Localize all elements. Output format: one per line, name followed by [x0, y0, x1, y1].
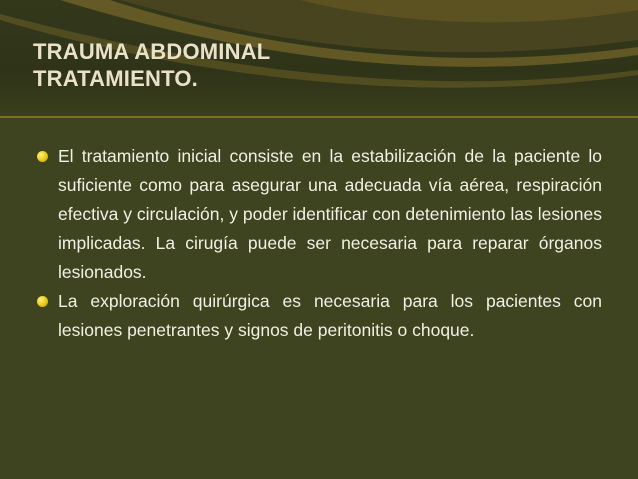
bullet-icon	[37, 151, 48, 162]
page-title	[33, 38, 270, 92]
bullet-list	[36, 142, 602, 345]
list-item-text: El tratamiento inicial consiste en la estabilización de la paciente lo suficiente como para asegurar una adecuada vía aérea, respiración efectiva y circulación, y poder identificar con detenimiento las lesiones implicadas. La cirugía puede ser necesaria para reparar órganos lesionados.	[58, 146, 602, 282]
list-item	[36, 287, 602, 345]
slide-header	[0, 0, 638, 118]
title-line: TRAUMA ABDOMINAL	[33, 39, 271, 64]
list-item-text: La exploración quirúrgica es necesaria para los pacientes con lesiones penetrantes y signos de peritonitis o choque.	[58, 291, 602, 340]
header-divider	[0, 116, 638, 118]
title-line: TRATAMIENTO.	[33, 66, 198, 91]
list-item	[36, 142, 602, 287]
bullet-icon	[37, 296, 48, 307]
